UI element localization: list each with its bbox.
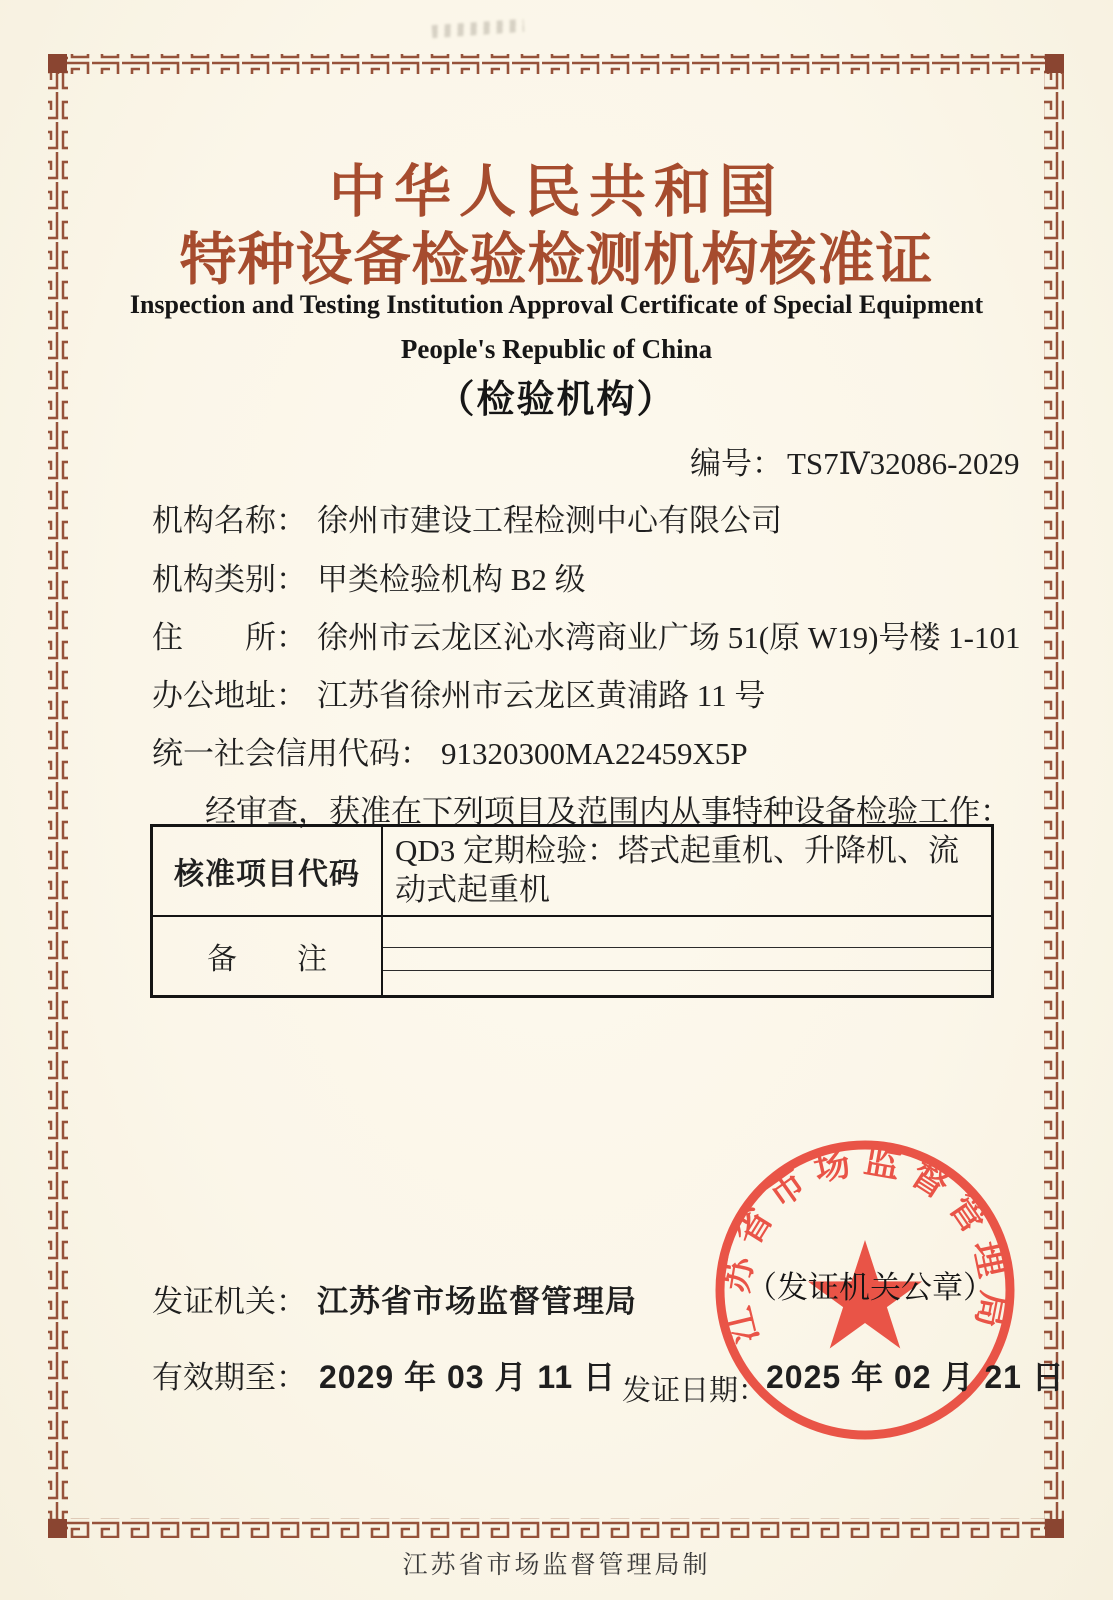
field-label: 机构类别： bbox=[152, 562, 307, 597]
field-value: 徐州市云龙区沁水湾商业广场 51(原 W19)号楼 1-101 bbox=[317, 620, 1021, 655]
footer-made-by: 江苏省市场监督管理局制 bbox=[402, 1552, 711, 1579]
table-header-remark: 备 注 bbox=[153, 917, 383, 995]
field-value: 江苏省徐州市云龙区黄浦路 11 号 bbox=[317, 678, 766, 713]
certificate-number-label: 编号： bbox=[690, 446, 783, 481]
field-value: 徐州市建设工程检测中心有限公司 bbox=[317, 503, 782, 538]
valid-until-row bbox=[152, 1352, 616, 1398]
field-label: 机构名称： bbox=[152, 503, 307, 538]
approval-intro-text: 经审查，获准在下列项目及范围内从事特种设备检验工作： bbox=[205, 794, 1011, 829]
valid-until-date: 2029 年 03 月 11 日 bbox=[319, 1359, 617, 1395]
field-label: 办公地址： bbox=[152, 678, 307, 713]
field-value: 甲类检验机构 B2 级 bbox=[317, 562, 586, 597]
title-en-line1: Inspection and Testing Institution Approval Certificate of Special Equipment bbox=[129, 290, 984, 319]
issuing-authority-label: 发证机关： bbox=[152, 1284, 307, 1319]
field-label: 统一社会信用代码： bbox=[152, 736, 431, 771]
field-value: 91320300MA22459X5P bbox=[441, 736, 748, 771]
issuing-authority-row bbox=[152, 1276, 637, 1321]
issue-date-label: 发证日期： bbox=[622, 1375, 768, 1407]
valid-until-label: 有效期至： bbox=[152, 1360, 307, 1395]
field-domicile bbox=[152, 612, 1020, 657]
field-institution-category bbox=[152, 554, 586, 599]
field-office-address bbox=[152, 670, 765, 715]
certificate-number bbox=[690, 438, 1019, 483]
seal-overlay-note: （发证机关公章） bbox=[746, 1270, 994, 1305]
issuing-authority-value: 江苏省市场监督管理局 bbox=[317, 1284, 637, 1319]
table-header-code: 核准项目代码 bbox=[153, 827, 383, 915]
table-value-remark bbox=[383, 917, 991, 995]
certificate-number-value: TS7Ⅳ32086-2029 bbox=[787, 446, 1020, 481]
title-en-line2: People's Republic of China bbox=[400, 334, 713, 364]
issue-date-value: 2025 年 02 月 21 日 bbox=[766, 1359, 1065, 1395]
approval-table bbox=[150, 824, 994, 998]
remark-empty-line bbox=[383, 948, 991, 971]
field-credit-code bbox=[152, 728, 748, 773]
subtitle-institution-type: （检验机构） bbox=[436, 379, 677, 421]
field-institution-name bbox=[152, 495, 782, 540]
remark-empty-line bbox=[383, 917, 991, 948]
table-value-code: QD3 定期检验：塔式起重机、升降机、流动式起重机 bbox=[395, 833, 960, 907]
table-row-approved-code bbox=[153, 827, 991, 917]
title-cn-line1: 中华人民共和国 bbox=[329, 161, 784, 224]
remark-empty-line bbox=[383, 971, 991, 995]
table-row-remarks bbox=[153, 917, 991, 995]
seal-ring-text: 江苏省市场监督管理局 bbox=[715, 1140, 1015, 1348]
field-label: 住 所： bbox=[152, 620, 307, 655]
title-cn-line2: 特种设备检验检测机构核准证 bbox=[179, 229, 934, 292]
